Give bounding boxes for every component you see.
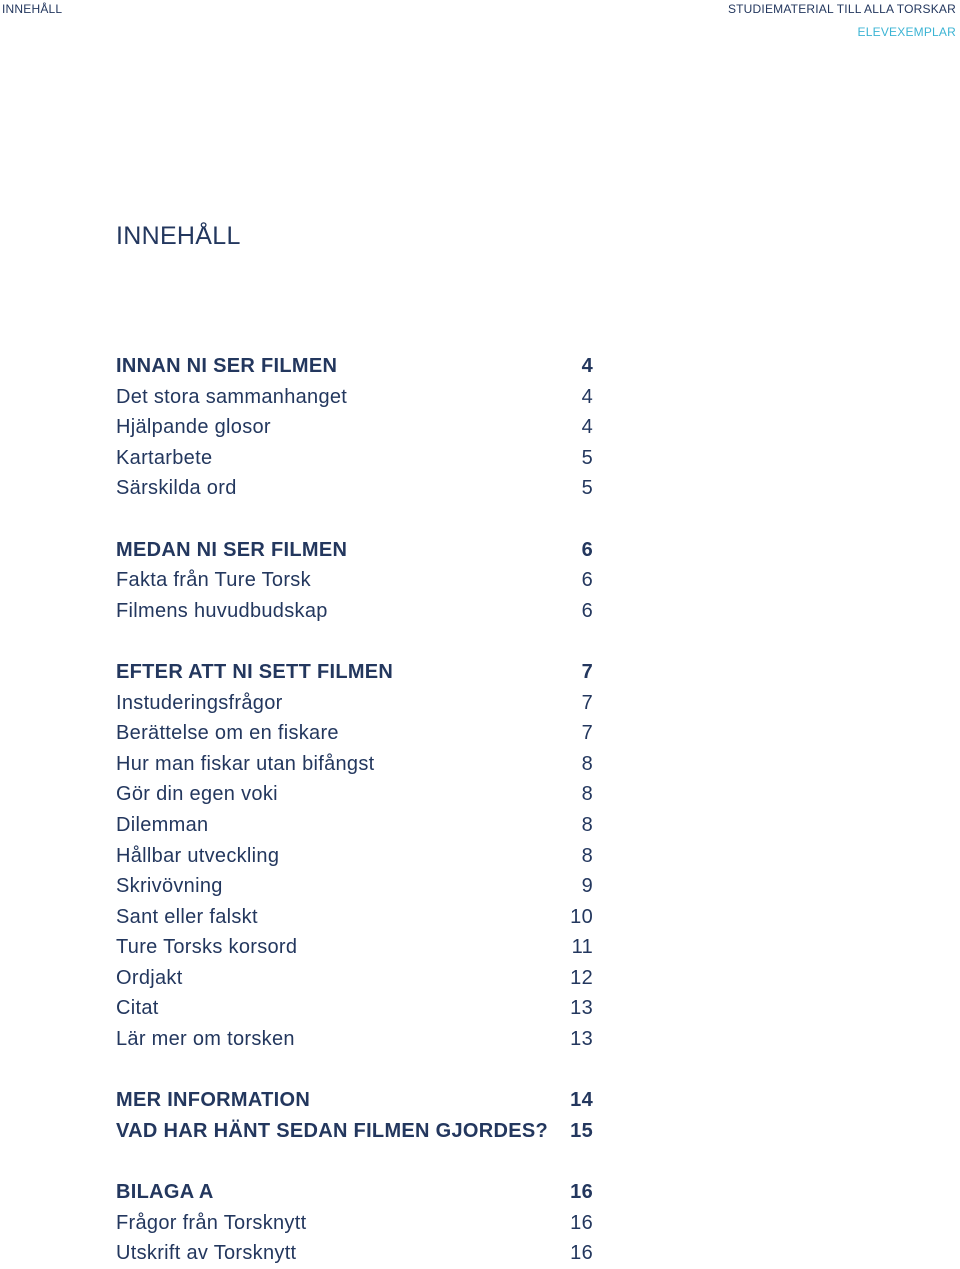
toc-label: Kartarbete (116, 446, 213, 469)
toc-entry (116, 932, 596, 963)
toc-heading-bilaga-a (116, 1177, 596, 1208)
toc-page-number: 6 (581, 599, 593, 622)
toc-label: Gör din egen voki (116, 783, 278, 806)
toc-heading-efter (116, 657, 596, 688)
toc-label: Filmens huvudbudskap (116, 599, 328, 622)
page-title: INNEHÅLL (116, 222, 241, 250)
toc-page-number: 16 (570, 1181, 593, 1204)
toc-entry (116, 871, 596, 902)
toc-label: MER INFORMATION (116, 1089, 311, 1112)
table-of-contents (116, 351, 596, 1269)
toc-label: Fakta från Ture Torsk (116, 569, 311, 592)
toc-label: Sant eller falskt (116, 905, 258, 928)
toc-page-number: 8 (581, 783, 593, 806)
toc-page-number: 4 (581, 385, 593, 408)
toc-spacer (116, 504, 596, 535)
toc-label: Det stora sammanhanget (116, 385, 348, 408)
toc-page-number: 14 (570, 1089, 593, 1112)
toc-page-number: 8 (581, 813, 593, 836)
toc-entry (116, 443, 596, 474)
toc-label: Hjälpande glosor (116, 416, 271, 439)
toc-label: Lär mer om torsken (116, 1028, 295, 1051)
toc-entry (116, 993, 596, 1024)
toc-page-number: 12 (570, 966, 593, 989)
toc-page-number: 13 (570, 997, 593, 1020)
toc-label: INNAN NI SER FILMEN (116, 355, 338, 377)
toc-page-number: 15 (570, 1119, 593, 1142)
toc-label: Instuderingsfrågor (116, 691, 283, 714)
toc-entry (116, 596, 596, 627)
toc-label: VAD HAR HÄNT SEDAN FILMEN GJORDES? (116, 1119, 549, 1142)
toc-label: EFTER ATT NI SETT FILMEN (116, 660, 394, 683)
running-header-title: STUDIEMATERIAL TILL ALLA TORSKAR (727, 2, 956, 16)
toc-heading-medan (116, 535, 596, 566)
toc-label: BILAGA A (116, 1181, 214, 1204)
toc-entry (116, 718, 596, 749)
running-header-edition: ELEVEXEMPLAR (857, 25, 956, 39)
toc-entry (116, 749, 596, 780)
toc-page-number: 10 (570, 905, 593, 928)
toc-heading-innan (116, 351, 596, 382)
toc-page-number: 4 (581, 416, 593, 439)
toc-label: Hållbar utveckling (116, 844, 280, 867)
toc-spacer (116, 1055, 596, 1086)
toc-page-number: 8 (581, 844, 593, 867)
toc-spacer (116, 626, 596, 657)
toc-entry (116, 1208, 596, 1239)
toc-page-number: 16 (570, 1211, 593, 1234)
toc-label: MEDAN NI SER FILMEN (116, 538, 348, 561)
toc-spacer (116, 1146, 596, 1177)
toc-entry (116, 688, 596, 719)
toc-label: Frågor från Torsknytt (116, 1211, 307, 1234)
toc-entry (116, 963, 596, 994)
toc-page-number: 7 (581, 691, 593, 714)
toc-entry (116, 779, 596, 810)
toc-page-number: 6 (581, 569, 593, 592)
toc-page-number: 16 (570, 1242, 593, 1265)
toc-entry (116, 412, 596, 443)
toc-heading-vad-har-hant (116, 1116, 596, 1147)
toc-page-number: 5 (581, 446, 593, 469)
toc-page-number: 8 (581, 752, 593, 775)
running-header-section: INNEHÅLL (2, 2, 63, 16)
toc-label: Ordjakt (116, 966, 183, 989)
toc-heading-mer-information (116, 1085, 596, 1116)
toc-label: Dilemman (116, 813, 209, 836)
toc-label: Särskilda ord (116, 477, 237, 500)
toc-entry (116, 1024, 596, 1055)
toc-page-number: 6 (581, 538, 593, 561)
toc-label: Hur man fiskar utan bifångst (116, 752, 375, 775)
toc-entry (116, 473, 596, 504)
toc-label: Ture Torsks korsord (116, 936, 298, 959)
toc-page-number: 11 (571, 936, 593, 959)
toc-entry (116, 382, 596, 413)
toc-page-number: 5 (581, 477, 593, 500)
toc-entry (116, 1238, 596, 1269)
toc-label: Utskrift av Torsknytt (116, 1242, 297, 1265)
toc-label: Skrivövning (116, 875, 223, 898)
toc-entry (116, 565, 596, 596)
toc-entry (116, 902, 596, 933)
toc-page-number: 4 (581, 355, 593, 377)
toc-entry (116, 841, 596, 872)
toc-page-number: 7 (581, 722, 593, 745)
toc-label: Citat (116, 997, 159, 1020)
toc-page-number: 13 (570, 1028, 593, 1051)
toc-page-number: 9 (581, 875, 593, 898)
toc-page-number: 7 (581, 660, 593, 683)
toc-label: Berättelse om en fiskare (116, 722, 339, 745)
toc-entry (116, 810, 596, 841)
